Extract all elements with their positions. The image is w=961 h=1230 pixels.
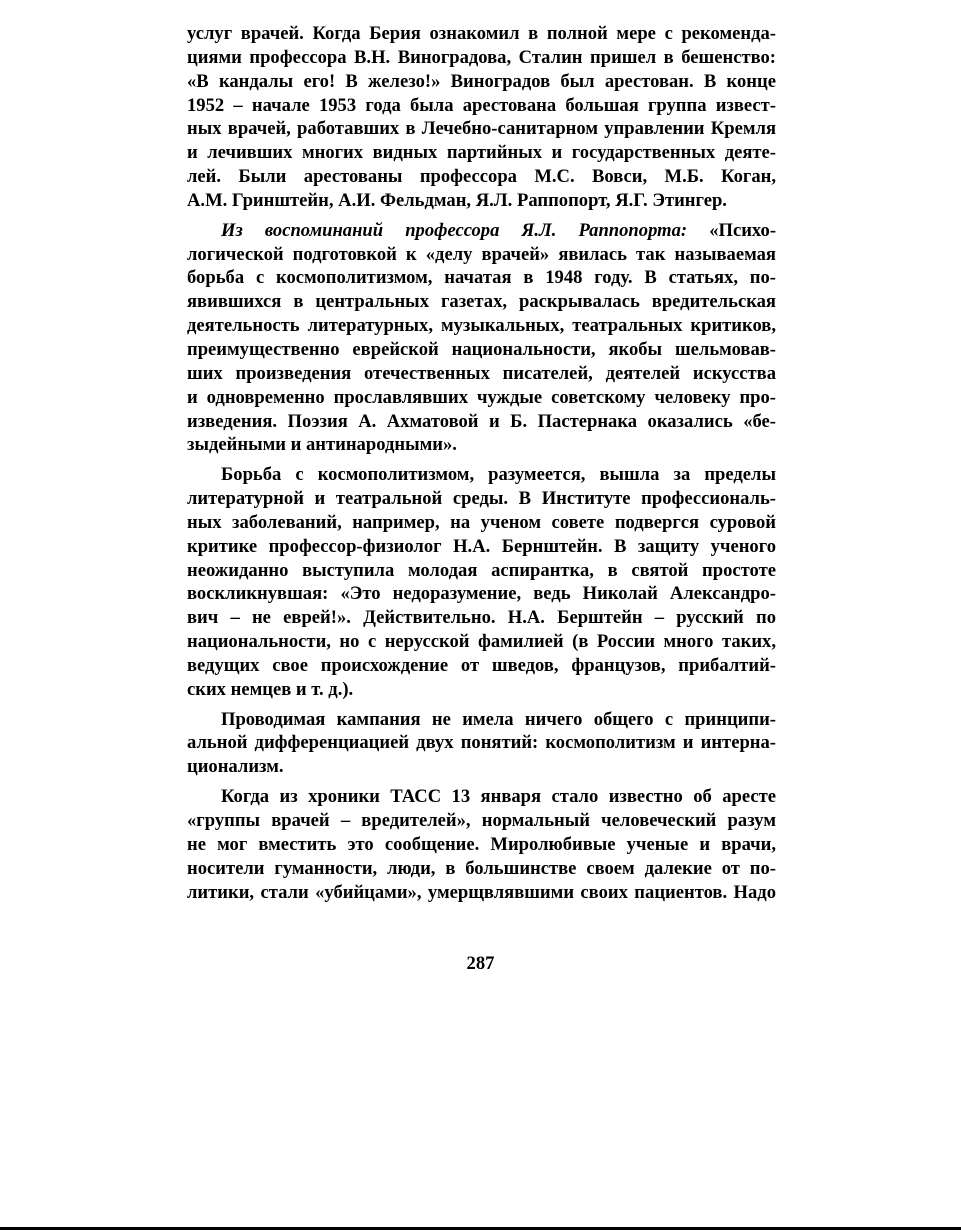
text-line: и одновременно прославлявших чуждые советскому человеку про- [187,386,776,408]
text-line: деятельность литературных, музыкальных, театральных критиков, [187,315,776,337]
text-line: не мог вместить это сообщение. Миролюбивые ученые и врачи, [187,833,776,855]
text-line: воскликнувшая: «Это недоразумение, ведь Николай Александро- [187,583,776,605]
text-line: ведущих свое происхождение от шведов, французов, прибалтий- [187,654,776,676]
text-line: ционализм. [187,756,284,778]
text-line: национальности, но с нерусской фамилией (в России много таких, [187,631,776,653]
memoir-source-heading: Из воспоминаний профессора Я.Л. Раппопорта: [221,219,688,241]
text-line: Проводимая кампания не имела ничего общего с принципи- [221,708,776,730]
page-number: 287 [466,953,495,974]
text-line: Когда из хроники ТАСС 13 января стало известно об аресте [221,786,776,808]
text-line: ских немцев и т. д.). [187,678,354,700]
text-line: преимущественно еврейской национальности, якобы шельмовав- [187,338,776,360]
text-line: явившихся в центральных газетах, раскрывалась вредительская [187,291,776,313]
text-line: вич – не еврей!». Действительно. Н.А. Берштейн – русский по [187,607,776,629]
text-line: литературной и театральной среды. В Институте профессиональ- [187,488,776,510]
text-line: борьба с космополитизмом, начатая в 1948 году. В статьях, по- [187,267,776,289]
text-line: неожиданно выступила молодая аспирантка, в святой простоте [187,559,776,581]
paragraph-3 [187,463,776,701]
text-line-tail: «Психо- [687,219,777,241]
text-line: А.М. Гринштейн, А.И. Фельдман, Я.Л. Раппопорт, Я.Г. Этингер. [187,189,727,211]
text-line: ных врачей, работавших в Лечебно-санитарном управлении Кремля [187,118,776,140]
text-line: ных заболеваний, например, на ученом совете подвергся суровой [187,511,776,533]
text-line: лей. Были арестованы профессора М.С. Вовси, М.Б. Коган, [187,166,776,188]
paragraph-5 [187,785,776,904]
paragraph-4 [187,708,776,780]
text-line: «группы врачей – вредителей», нормальный человеческий разум [187,810,776,831]
text-line: логической подготовкой к «делу врачей» явилась так называемая [187,243,776,265]
text-line: и лечивших многих видных партийных и государственных деяте- [187,142,776,164]
paragraph-1 [187,22,776,213]
text-line: ших произведения отечественных писателей, деятелей искусства [187,362,776,384]
text-line: альной дифференциацией двух понятий: космополитизм и интерна- [187,732,776,754]
text-line: услуг врачей. Когда Берия ознакомил в полной мере с рекоменда- [187,23,776,44]
text-line: Борьба с космополитизмом, разумеется, вышла за пределы [221,464,776,486]
book-page-body [187,22,776,904]
text-line: зыдейными и антинародными». [187,434,457,456]
text-line: литики, стали «убийцами», умерщвлявшими своих пациентов. Надо [187,881,776,903]
text-line: 1952 – начале 1953 года была арестована большая группа извест- [187,94,776,116]
paragraph-2 [187,219,776,457]
text-line: циями профессора В.Н. Виноградова, Сталин пришел в бешенство: [187,46,776,68]
text-line: изведения. Поэзия А. Ахматовой и Б. Пастернака оказались «бе- [187,410,776,432]
text-line: носители гуманности, люди, в большинстве своем далекие от по- [187,857,776,879]
text-line: «В кандалы его! В железо!» Виноградов был арестован. В конце [187,70,776,92]
text-line: критике профессор-физиолог Н.А. Бернштейн. В защиту ученого [187,535,776,557]
text-line [187,219,776,243]
